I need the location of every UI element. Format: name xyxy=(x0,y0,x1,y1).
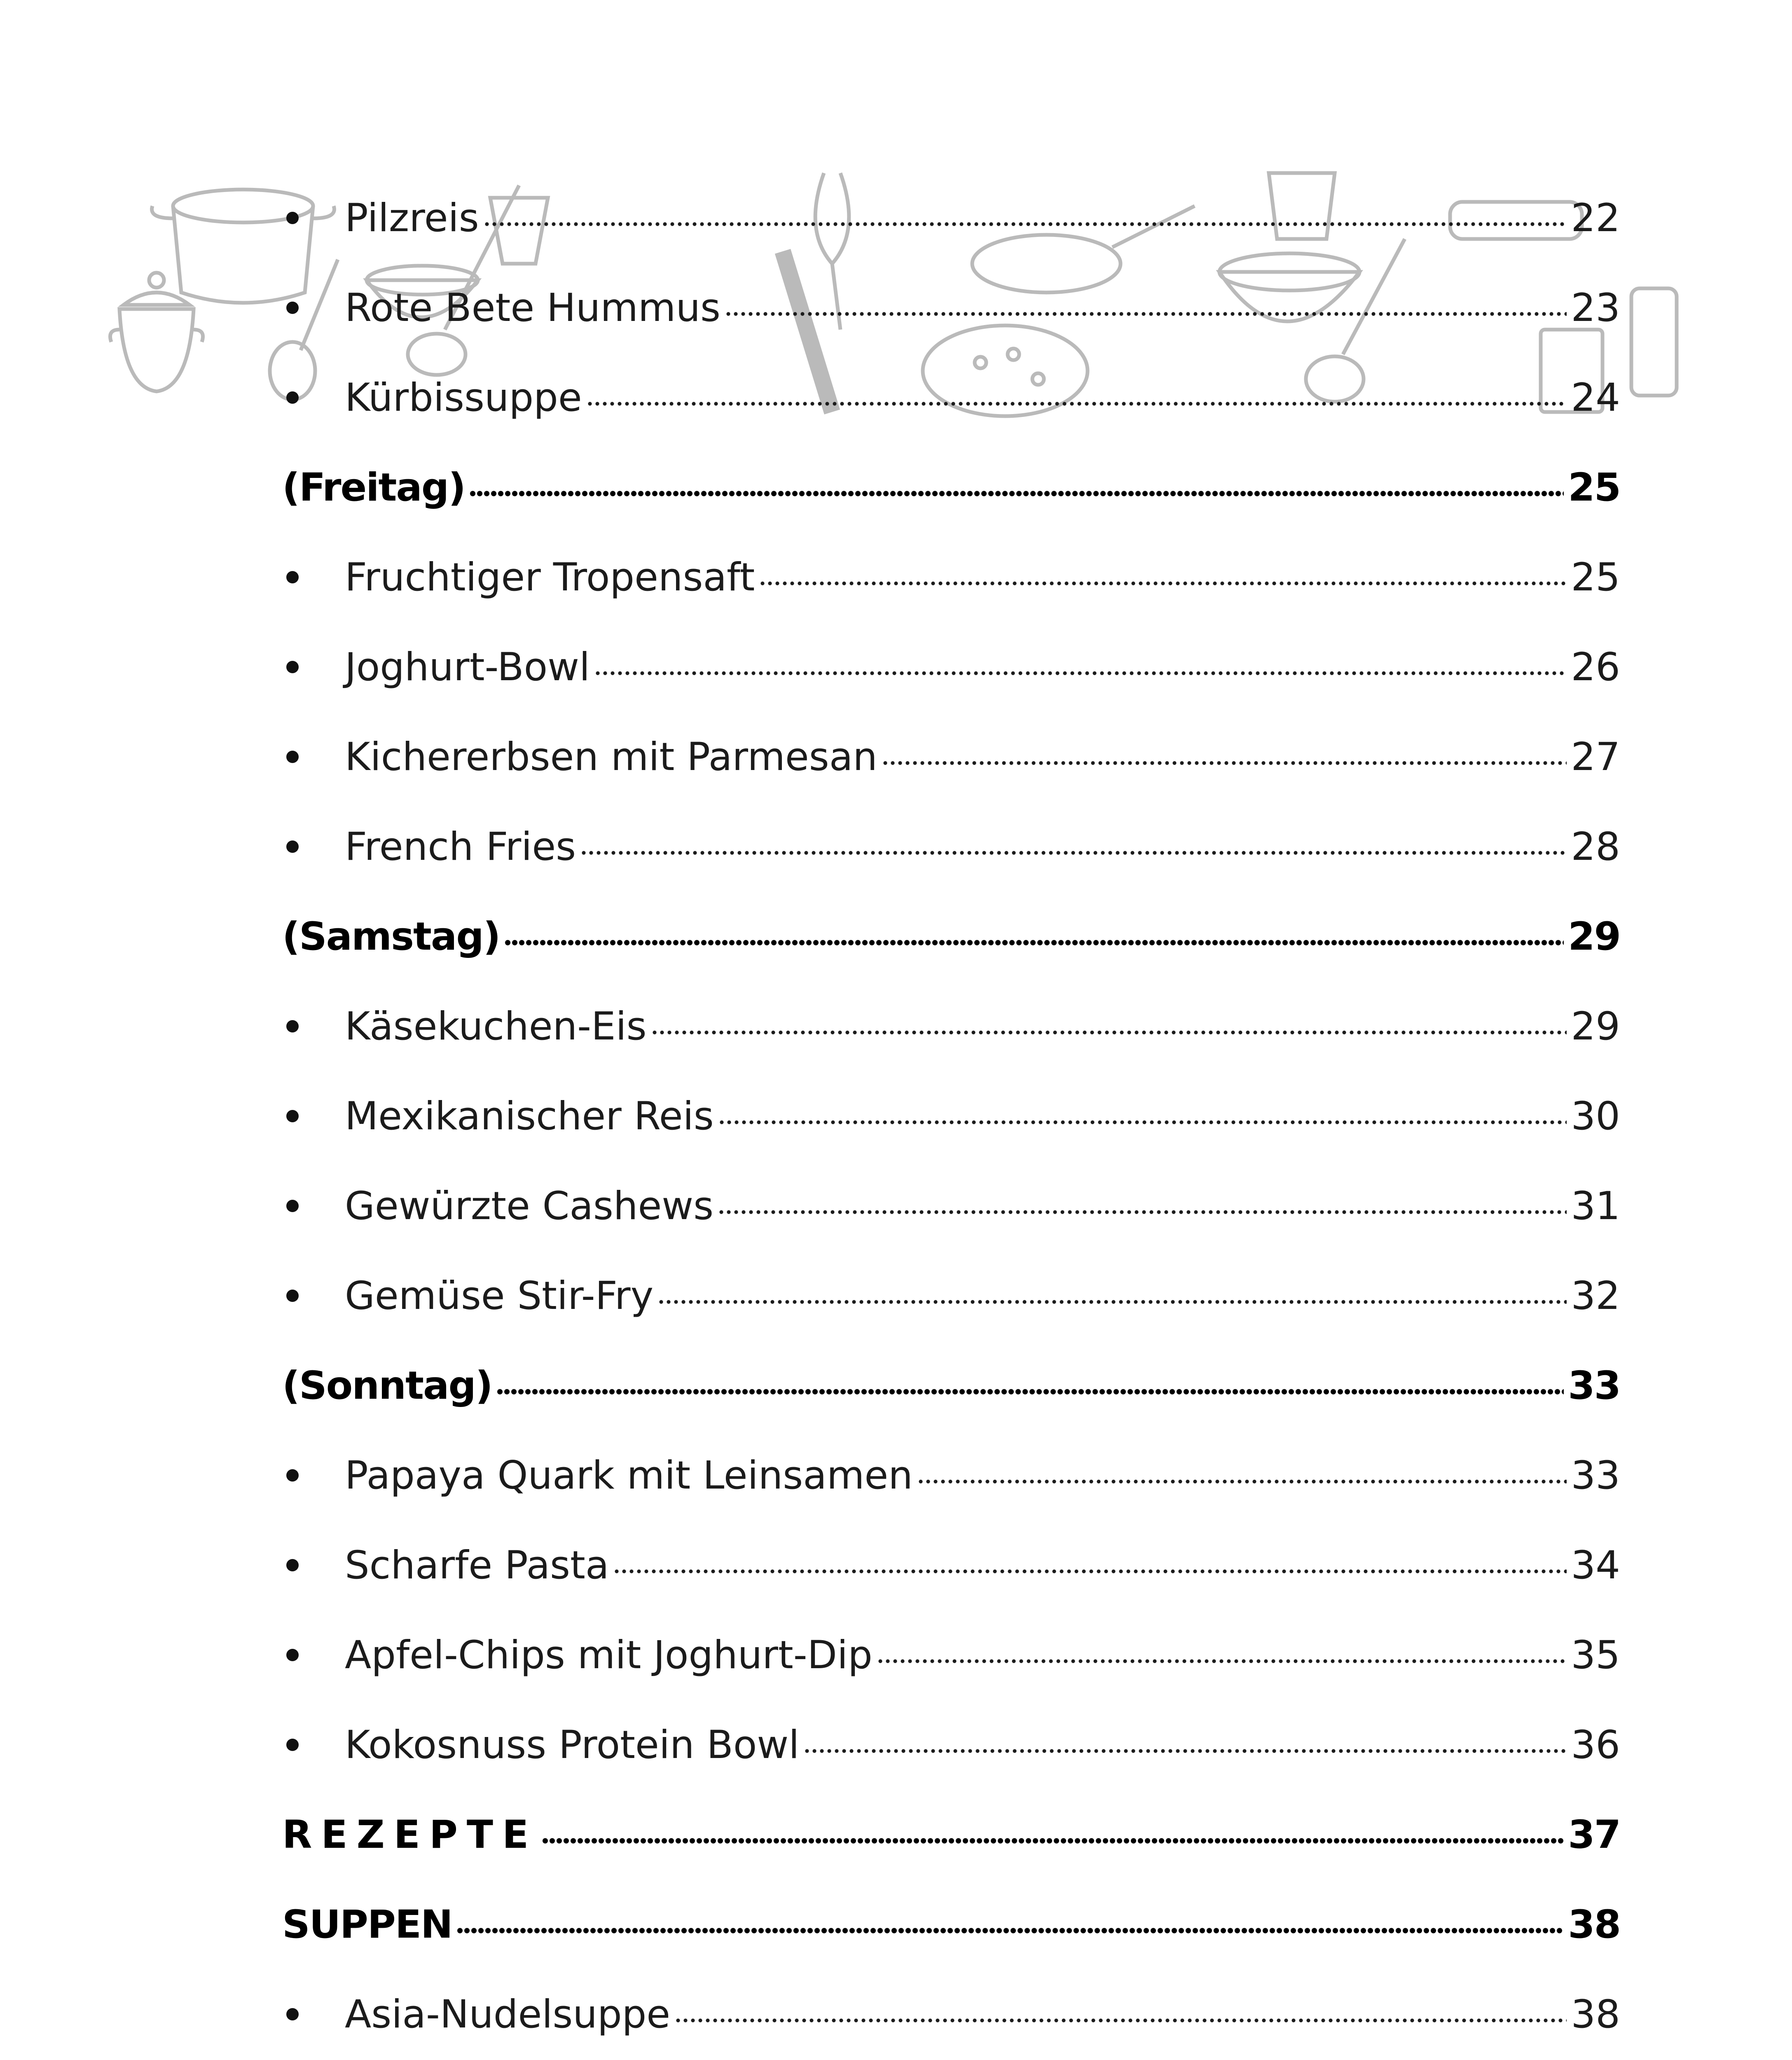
toc-entry[interactable] xyxy=(282,981,1620,1071)
bullet-icon xyxy=(282,1290,345,1302)
dot-leader xyxy=(917,1477,1567,1486)
toc-entry[interactable] xyxy=(282,263,1620,353)
dot-leader xyxy=(803,1746,1567,1756)
toc-entry[interactable] xyxy=(282,1700,1620,1790)
toc-page-number: 38 xyxy=(1568,1902,1620,1947)
toc-entry[interactable] xyxy=(282,1520,1620,1610)
toc-entry-title: (Sonntag) xyxy=(282,1363,492,1408)
dot-leader xyxy=(674,2016,1567,2025)
toc-heading[interactable] xyxy=(282,1790,1620,1880)
dot-leader xyxy=(586,399,1567,409)
dot-leader xyxy=(542,1836,1564,1846)
toc-entry[interactable] xyxy=(282,532,1620,622)
toc-entry-title: Asia-Nudelsuppe xyxy=(345,1992,671,2037)
bullet-icon xyxy=(282,840,345,853)
toc-entry-title: Apfel-Chips mit Joghurt-Dip xyxy=(345,1632,873,1678)
toc-page-number: 34 xyxy=(1571,1543,1620,1588)
toc-heading[interactable] xyxy=(282,442,1620,532)
dot-leader xyxy=(882,758,1567,768)
bullet-icon xyxy=(282,212,345,224)
toc-entry-title: Käsekuchen-Eis xyxy=(345,1004,647,1049)
toc-page-number: 32 xyxy=(1571,1273,1620,1318)
bullet-icon xyxy=(282,1739,345,1751)
bullet-icon xyxy=(282,1020,345,1032)
bullet-icon xyxy=(282,571,345,583)
toc-entry-title: Papaya Quark mit Leinsamen xyxy=(345,1453,913,1498)
bullet-icon xyxy=(282,661,345,673)
toc-entry[interactable] xyxy=(282,1071,1620,1161)
toc-page-number: 22 xyxy=(1571,195,1620,241)
toc-entry-title: Gemüse Stir-Fry xyxy=(345,1273,654,1318)
toc-entry-title: (Samstag) xyxy=(282,914,500,959)
dot-leader xyxy=(496,1387,1564,1397)
bullet-icon xyxy=(282,1110,345,1122)
dot-leader xyxy=(718,1207,1567,1217)
toc-page-number: 29 xyxy=(1568,914,1620,959)
toc-page-number: 25 xyxy=(1568,465,1620,510)
bullet-icon xyxy=(282,1200,345,1212)
toc-entry-title: Kokosnuss Protein Bowl xyxy=(345,1722,800,1767)
bullet-icon xyxy=(282,1469,345,1482)
toc-page-number: 33 xyxy=(1571,1453,1620,1498)
toc-entry[interactable] xyxy=(282,712,1620,802)
dot-leader xyxy=(651,1028,1567,1037)
toc-page-number: 30 xyxy=(1571,1093,1620,1139)
bullet-icon xyxy=(282,391,345,404)
toc-entry[interactable] xyxy=(282,173,1620,263)
toc-heading[interactable] xyxy=(282,892,1620,981)
toc-page-number: 36 xyxy=(1571,1722,1620,1767)
toc-page-number: 37 xyxy=(1568,1812,1620,1857)
toc-page-number: 35 xyxy=(1571,1632,1620,1678)
toc-heading[interactable] xyxy=(282,1341,1620,1430)
toc-page-number: 28 xyxy=(1571,824,1620,869)
toc-page-number: 23 xyxy=(1571,285,1620,330)
toc-entry[interactable] xyxy=(282,1251,1620,1341)
toc-entry-title: REZEPTE xyxy=(282,1812,538,1857)
toc-entry-title: French Fries xyxy=(345,824,576,869)
dot-leader xyxy=(504,938,1564,948)
toc-page-number: 27 xyxy=(1571,734,1620,780)
dot-leader xyxy=(483,219,1567,229)
toc-entry-title: Rote Bete Hummus xyxy=(345,285,721,330)
bullet-icon xyxy=(282,302,345,314)
dot-leader xyxy=(613,1566,1567,1576)
toc-entry-title: Fruchtiger Tropensaft xyxy=(345,555,755,600)
toc-entry-title: Gewürzte Cashews xyxy=(345,1183,714,1229)
toc-page-number: 26 xyxy=(1571,644,1620,690)
toc-entry[interactable] xyxy=(282,1161,1620,1251)
toc-entry[interactable] xyxy=(282,622,1620,712)
toc-page-number: 29 xyxy=(1571,1004,1620,1049)
toc-page-number: 24 xyxy=(1571,375,1620,420)
toc-entry[interactable] xyxy=(282,802,1620,892)
toc-entry-title: Mexikanischer Reis xyxy=(345,1093,714,1139)
toc-entry-title: Joghurt-Bowl xyxy=(345,644,590,690)
toc-entry[interactable] xyxy=(282,1430,1620,1520)
toc-entry[interactable] xyxy=(282,1969,1620,2059)
toc-entry-title: Kichererbsen mit Parmesan xyxy=(345,734,877,780)
toc-entry-title: (Freitag) xyxy=(282,465,466,510)
toc-entry-title: SUPPEN xyxy=(282,1902,452,1947)
table-of-contents xyxy=(282,173,1620,2060)
toc-page-number: 38 xyxy=(1571,1992,1620,2037)
toc-entry-title: Pilzreis xyxy=(345,195,479,241)
dot-leader xyxy=(657,1297,1567,1307)
dot-leader xyxy=(456,1926,1564,1936)
lidded-pot-icon xyxy=(110,273,203,391)
bullet-icon xyxy=(282,751,345,763)
dot-leader xyxy=(759,578,1567,588)
toc-page-number: 31 xyxy=(1571,1183,1620,1229)
dot-leader xyxy=(725,309,1567,319)
dot-leader xyxy=(718,1117,1567,1127)
grater-icon xyxy=(1631,288,1677,396)
dot-leader xyxy=(580,848,1567,858)
toc-entry[interactable] xyxy=(282,353,1620,442)
bullet-icon xyxy=(282,2008,345,2020)
dot-leader xyxy=(469,489,1564,499)
bullet-icon xyxy=(282,1559,345,1571)
toc-entry-title: Scharfe Pasta xyxy=(345,1543,609,1588)
toc-entry[interactable] xyxy=(282,1610,1620,1700)
dot-leader xyxy=(877,1656,1567,1666)
toc-entry-title: Kürbissuppe xyxy=(345,375,582,420)
dot-leader xyxy=(594,668,1567,678)
bullet-icon xyxy=(282,1649,345,1661)
toc-page-number: 33 xyxy=(1568,1363,1620,1408)
toc-page-number: 25 xyxy=(1571,555,1620,600)
toc-heading[interactable] xyxy=(282,1880,1620,1969)
